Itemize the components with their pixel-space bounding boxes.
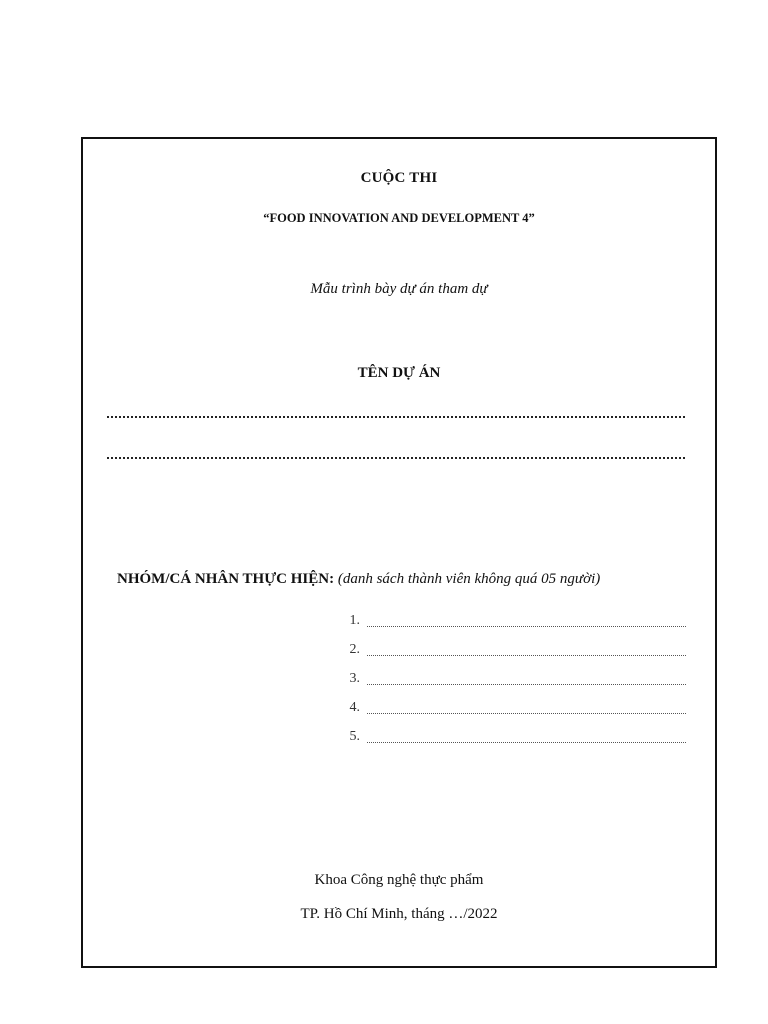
contest-name: “FOOD INNOVATION AND DEVELOPMENT 4” [263, 211, 535, 225]
member-number: 1. [349, 613, 360, 628]
member-dotted-line [367, 713, 686, 714]
member-number: 2. [349, 642, 360, 657]
member-row [342, 642, 686, 660]
cover-page-frame [81, 137, 717, 968]
member-dotted-line [367, 684, 686, 685]
members-heading [117, 571, 600, 588]
member-dotted-line [367, 626, 686, 627]
project-name-line-2 [107, 457, 685, 459]
member-number: 5. [349, 729, 360, 744]
faculty-name: Khoa Công nghệ thực phẩm [314, 872, 484, 888]
project-name-line-1 [107, 416, 685, 418]
member-row [342, 700, 686, 718]
template-note: Mẫu trình bày dự án tham dự [310, 281, 488, 297]
member-number: 3. [349, 671, 360, 686]
member-row [342, 613, 686, 631]
member-dotted-line [367, 742, 686, 743]
contest-title: CUỘC THI [360, 170, 438, 186]
members-heading-label: NHÓM/CÁ NHÂN THỰC HIỆN: [117, 571, 335, 587]
place-and-date: TP. Hồ Chí Minh, tháng …/2022 [300, 906, 498, 922]
member-number: 4. [349, 700, 360, 715]
project-name-heading: TÊN DỰ ÁN [357, 365, 441, 381]
member-row [342, 729, 686, 747]
members-heading-note: (danh sách thành viên không quá 05 người) [337, 571, 601, 587]
member-row [342, 671, 686, 689]
member-dotted-line [367, 655, 686, 656]
